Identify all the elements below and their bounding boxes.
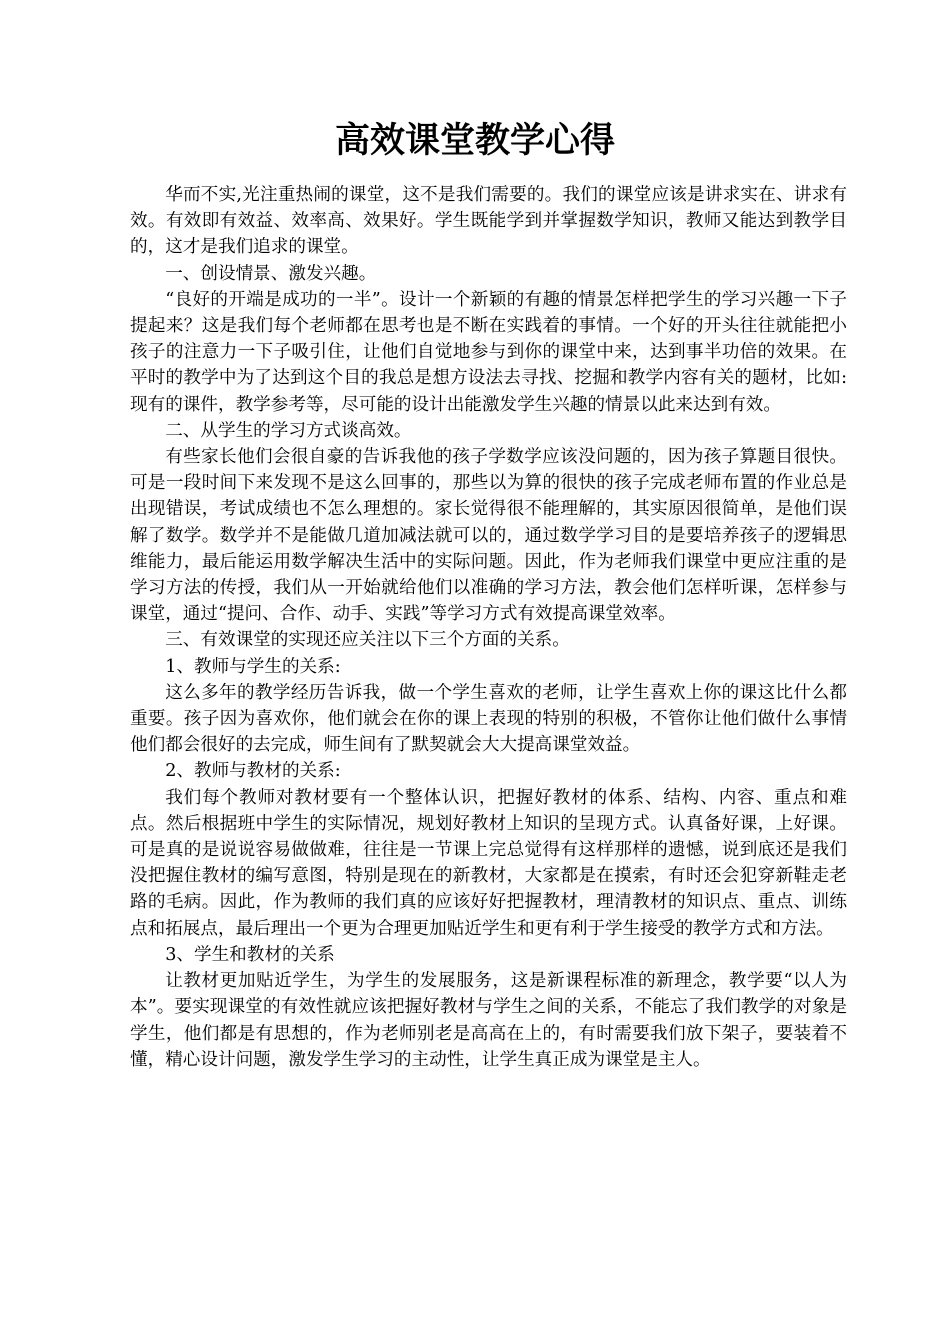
subheading-teacher-textbook: 2、教师与教材的关系: <box>165 761 341 782</box>
student-textbook-paragraph: 让教材更加贴近学生，为学生的发展服务，这是新课程标准的新理念，教学要“以人为本”。要实现课堂的有效性就应该把握好教材与学生之间的关系，不能忘了我们教学的对象是学生，他们都是有思想的，作为老师别老是高高在上的，有时需要我们放下架子，要装着不懂，精心设计问题，激发学生学习的主动性，让学生真正成为课堂是主人。 <box>130 971 847 1070</box>
intro-paragraph: 华而不实,光注重热闹的课堂，这不是我们需要的。我们的课堂应该是讲求实在、讲求有效。有效即有效益、效率高、效果好。学生既能学到并掌握数学知识，教师又能达到教学目的，这才是我们追求的课堂。 <box>130 185 847 258</box>
document-body <box>130 182 847 1073</box>
section-heading-2: 二、从学生的学习方式谈高效。 <box>165 420 412 441</box>
document-title: 高效课堂教学心得 <box>334 120 615 161</box>
subheading-student-textbook: 3、学生和教材的关系 <box>165 944 335 965</box>
section-2-paragraph: 有些家长他们会很自豪的告诉我他的孩子学数学应该没问题的，因为孩子算题目很快。可是一段时间下来发现不是这么回事的，那些以为算的很快的孩子完成老师布置的作业总是出现错误，考试成绩也不怎么理想的。家长觉得很不能理解的，其实原因很简单，是他们误解了数学。数学并不是能做几道加减法就可以的，通过数学学习目的是要培养孩子的逻辑思维能力，最后能运用数学解决生活中的实际问题。因此，作为老师我们课堂中更应注重的是学习方法的传授，我们从一开始就给他们以准确的学习方法，教会他们怎样听课，怎样参与课堂，通过“提问、合作、动手、实践”等学习方式有效提高课堂效率。 <box>130 447 847 625</box>
section-heading-1: 一、创设情景、激发兴趣。 <box>165 263 377 284</box>
section-heading-3: 三、有效课堂的实现还应关注以下三个方面的关系。 <box>165 630 570 651</box>
subheading-teacher-student: 1、教师与学生的关系: <box>165 656 341 677</box>
teacher-student-paragraph: 这么多年的教学经历告诉我，做一个学生喜欢的老师，让学生喜欢上你的课这比什么都重要。孩子因为喜欢你，他们就会在你的课上表现的特别的积极，不管你让他们做什么事情他们都会很好的去完成，师生间有了默契就会大大提高课堂效益。 <box>130 682 847 756</box>
teacher-textbook-paragraph: 我们每个教师对教材要有一个整体认识，把握好教材的体系、结构、内容、重点和难点。然后根据班中学生的实际情况，规划好教材上知识的呈现方式。认真备好课，上好课。可是真的是说说容易做做难，往往是一节课上完总觉得有这样那样的遗憾，说到底还是我们没把握住教材的编写意图，特别是现在的新教材，大家都是在摸索，有时还会犯穿新鞋走老路的毛病。因此，作为教师的我们真的应该好好把握教材，理清教材的知识点、重点、训练点和拓展点，最后理出一个更为合理更加贴近学生和更有利于学生接受的教学方式和方法。 <box>130 787 847 939</box>
section-1-paragraph: “良好的开端是成功的一半”。设计一个新颖的有趣的情景怎样把学生的学习兴趣一下子提起来？这是我们每个老师都在思考也是不断在实践着的事情。一个好的开头往往就能把小孩子的注意力一下子吸引住，让他们自觉地参与到你的课堂中来，达到事半功倍的效果。在平时的教学中为了达到这个目的我总是想方设法去寻找、挖掘和教学内容有关的题材，比如:现有的课件，教学参考等，尽可能的设计出能激发学生兴趣的情景以此来达到有效。 <box>130 289 847 415</box>
